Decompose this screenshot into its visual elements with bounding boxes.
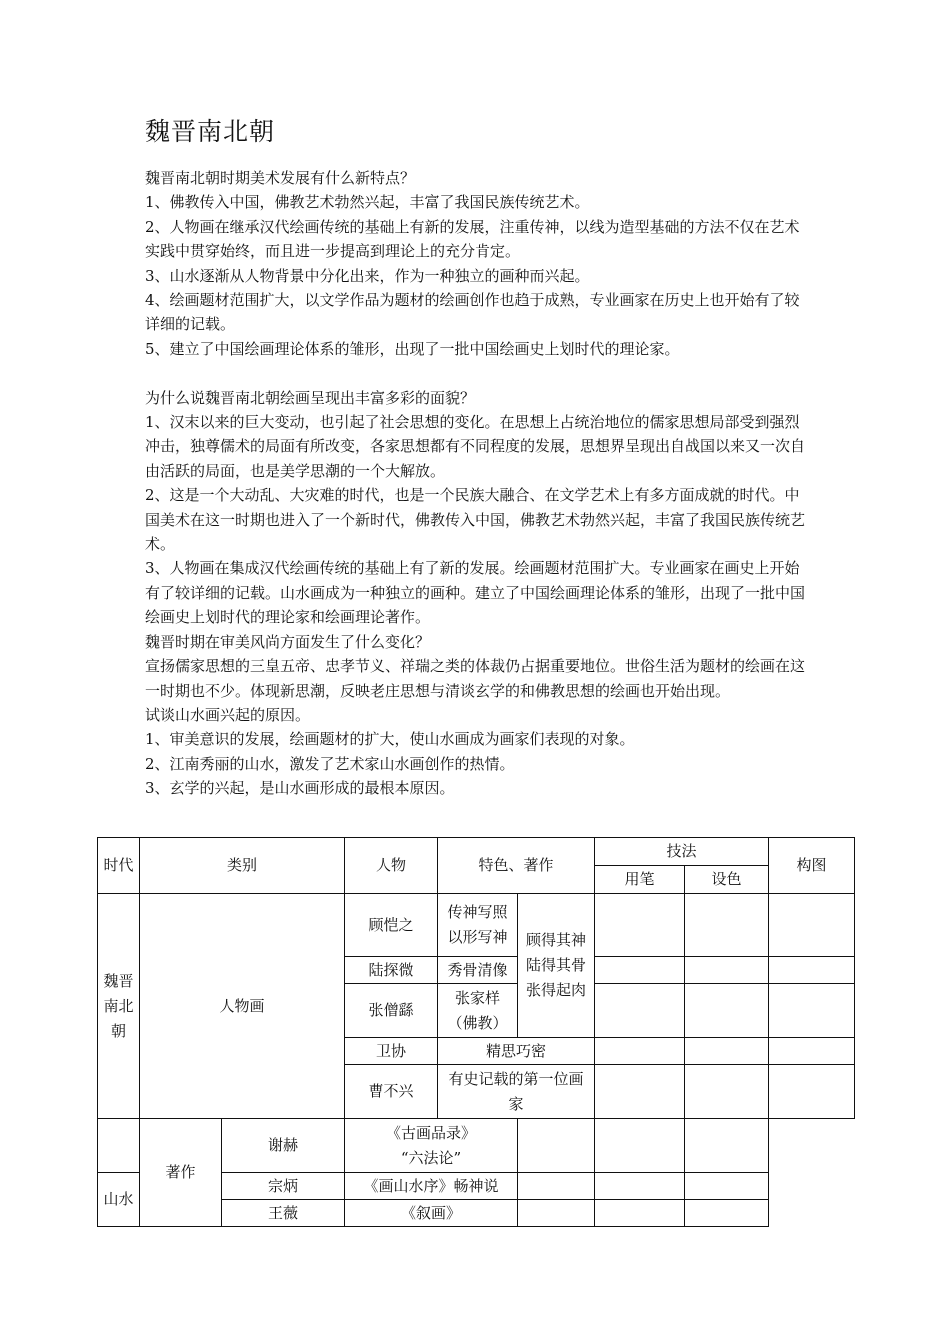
paragraph: 宣扬儒家思想的三皇五帝、忠孝节义、祥瑞之类的体裁仍占据重要地位。世俗生活为题材的绘画在这一时期也不少。体现新思潮，反映老庄思想与清谈玄学的和佛教思想的绘画也开始出现。: [145, 657, 806, 700]
table-row: [98, 838, 855, 866]
question-3: 魏晋时期在审美风尚方面发生了什么变化？: [145, 632, 431, 651]
paragraph: 1、审美意识的发展，绘画题材的扩大，使山水画成为画家们表现的对象。: [145, 730, 635, 749]
empty-cell: [98, 1119, 140, 1173]
person-cell: 宗炳: [222, 1173, 345, 1200]
person-cell: 顾恺之: [345, 894, 438, 957]
color-cell: [685, 984, 769, 1038]
person-cell: 卫协: [345, 1038, 438, 1065]
category-writings: 著作: [140, 1119, 222, 1227]
paragraph: 2、人物画在继承汉代绘画传统的基础上有新的发展，注重传神，以线为造型基础的方法不仅在艺术实践中贯穿始终，而且进一步提高到理论上的充分肯定。: [145, 217, 800, 261]
paragraph: 3、人物画在集成汉代绘画传统的基础上有了新的发展。绘画题材范围扩大。专业画家在画史上开始有了较详细的记载。山水画成为一种独立的画种。建立了中国绘画理论体系的雏形，出现了一批中国绘画史上划时代的理论家和绘画理论著作。: [145, 559, 806, 627]
header-era: 时代: [98, 838, 140, 894]
trio-note-cell: 顾得其神陆得其骨张得起肉: [518, 894, 595, 1038]
body-text: [145, 166, 809, 801]
question-4: 试谈山水画兴起的原因。: [145, 705, 311, 724]
feature-cell: 精思巧密: [438, 1038, 595, 1065]
question-2: 为什么说魏晋南北朝绘画呈现出丰富多彩的面貌？: [145, 388, 476, 407]
header-features: 特色、著作: [438, 838, 595, 894]
composition-cell: [769, 894, 855, 957]
person-cell: 张僧繇: [345, 984, 438, 1038]
composition-cell: [685, 1119, 769, 1173]
table-row: [98, 1119, 855, 1173]
color-cell: [685, 894, 769, 957]
paragraph: 4、绘画题材范围扩大，以文学作品为题材的绘画创作也趋于成熟，专业画家在历史上也开始有了较详细的记载。: [145, 291, 800, 334]
table-row: [98, 894, 855, 957]
brush-cell: [518, 1119, 595, 1173]
paragraph: 2、江南秀丽的山水，激发了艺术家山水画创作的热情。: [145, 754, 515, 773]
header-category: 类别: [140, 838, 345, 894]
composition-cell: [685, 1200, 769, 1227]
color-cell: [595, 1119, 685, 1173]
paragraph: 1、汉末以来的巨大变动，也引起了社会思想的变化。在思想上占统治地位的儒家思想局部受到强烈冲击，独尊儒术的局面有所改变，各家思想都有不同程度的发展，思想界呈现出自战国以来又一次自由活跃的局面，也是美学思潮的一个大解放。: [145, 413, 806, 480]
feature-cell: 《叙画》: [345, 1200, 518, 1227]
brush-cell: [595, 894, 685, 957]
brush-cell: [518, 1200, 595, 1227]
feature-cell: 《古画品录》 “六法论”: [345, 1119, 518, 1173]
person-cell: 谢赫: [222, 1119, 345, 1173]
person-cell: 曹不兴: [345, 1065, 438, 1119]
paragraph: 2、这是一个大动乱、大灾难的时代，也是一个民族大融合、在文学艺术上有多方面成就的时代。中国美术在这一时期也进入了一个新时代，佛教传入中国，佛教艺术勃然兴起，丰富了我国民族传统艺术。: [145, 486, 806, 554]
header-brush: 用笔: [595, 866, 685, 894]
feature-cell: 张家样（佛教）: [438, 984, 518, 1038]
brush-cell: [595, 984, 685, 1038]
blank-line: [145, 361, 809, 385]
summary-table: [97, 837, 855, 1227]
composition-cell: [769, 1038, 855, 1065]
category-figure-painting: 人物画: [140, 894, 345, 1119]
header-person: 人物: [345, 838, 438, 894]
paragraph: 1、佛教传入中国，佛教艺术勃然兴起，丰富了我国民族传统艺术。: [145, 193, 590, 212]
person-cell: 陆探微: [345, 957, 438, 984]
brush-cell: [595, 1038, 685, 1065]
composition-cell: [769, 957, 855, 984]
feature-cell: 有史记载的第一位画家: [438, 1065, 595, 1119]
color-cell: [685, 1038, 769, 1065]
composition-cell: [685, 1173, 769, 1200]
feature-cell: 传神写照以形写神: [438, 894, 518, 957]
brush-cell: [518, 1173, 595, 1200]
header-color: 设色: [685, 866, 769, 894]
paragraph: 3、山水逐渐从人物背景中分化出来，作为一种独立的画种而兴起。: [145, 266, 590, 285]
paragraph: 5、建立了中国绘画理论体系的雏形，出现了一批中国绘画史上划时代的理论家。: [145, 339, 680, 358]
header-technique: 技法: [595, 838, 769, 866]
color-cell: [595, 1173, 685, 1200]
color-cell: [595, 1200, 685, 1227]
feature-cell: 秀骨清像: [438, 957, 518, 984]
question-1: 魏晋南北朝时期美术发展有什么新特点？: [145, 169, 416, 187]
color-cell: [685, 957, 769, 984]
composition-cell: [769, 1065, 855, 1119]
brush-cell: [595, 1065, 685, 1119]
brush-cell: [595, 957, 685, 984]
document-title: 魏晋南北朝: [145, 117, 276, 146]
paragraph: 3、玄学的兴起，是山水画形成的最根本原因。: [145, 779, 455, 798]
person-cell: 王薇: [222, 1200, 345, 1227]
color-cell: [685, 1065, 769, 1119]
feature-cell: 《画山水序》畅神说: [345, 1173, 518, 1200]
composition-cell: [769, 984, 855, 1038]
era-cell: 魏晋南北朝: [98, 894, 140, 1119]
header-composition: 构图: [769, 838, 855, 894]
category-landscape: 山水: [98, 1173, 140, 1227]
